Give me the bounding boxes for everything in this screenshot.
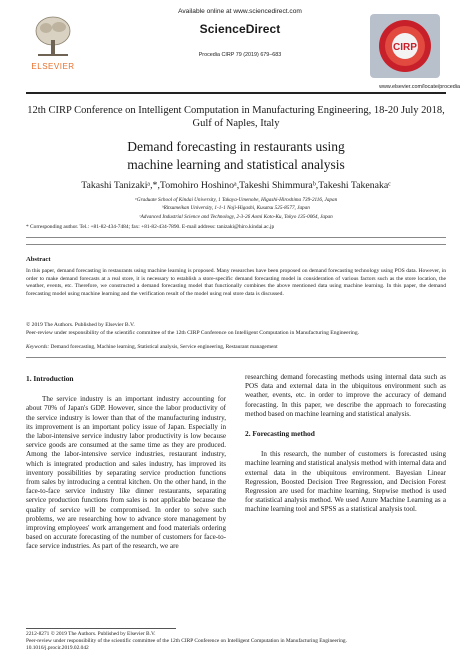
cirp-globe-icon (364, 12, 446, 80)
affiliation-line: ᶜAdvanced Industrial Science and Technology, 2-3-26 Aomi Koto-Ku, Tokyo 135-0064, Japan (139, 213, 333, 220)
footer-peer-review-line: Peer-review under responsibility of the scientific committee of the 12th CIRP Conference on Intelligent Computation in Manufacturing Engineering. (26, 638, 347, 645)
forecasting-method-paragraph: In this research, the number of customers is forecasted using machine learning and statistical analysis method with internal data and external data in the ubiquitous environment. Bayesian Linear Regression, Boosted Decision Tree Regression, and Decision Forest Regression are used for machine learning, Stepwise method is used for statistical analysis method. We used Azure Machine Learning as a machine learning tool and SPSS as a statistical analysis tool. (245, 450, 446, 514)
introduction-paragraph: The service industry is an important industry accounting for about 70% of Japan's GDP. However, since the labor productivity of the service industry is lower than that of the manufacturing industry, its improvement is an important policy issue of Japan. Especially in the labor-intensive service industry labor productivity is low because service goods are consumed at the same time as they are produced. Among the labor-intensive service industries, restaurant industry, which is integrated production and sales industry, has improved its inventory possibilities by separating service production functions from sales by introducing a central kitchen. On the other hand, in the face-to-face service industry like dinner restaurants, separating service production functions from sales is not applicable because the quality of service will be compromised. In order to solve such problems, we are researching how to advance store management by improving employees' work arrangement and food materials ordering based on accurate forecasting of the number of customers for face-to-face service industries. As part of the research, we are (26, 395, 226, 551)
conference-title-line: Gulf of Naples, Italy (192, 118, 280, 129)
elsevier-tree-icon (32, 14, 74, 60)
abstract-heading: Abstract (26, 256, 51, 263)
author-list: Takashi Tanizakiᵃ,*,Tomohiro Hoshinoᵃ,Takeshi Shimmuraᵇ,Takeshi Takenakaᶜ (81, 180, 391, 191)
cirp-logo (364, 12, 446, 80)
affiliations (26, 196, 446, 221)
cirp-logo-text: CIRP (393, 42, 417, 53)
publisher-wordmark: ELSEVIER (31, 62, 75, 71)
section-heading-forecasting-method: 2. Forecasting method (245, 429, 315, 439)
paper-title-line: machine learning and statistical analysis (127, 157, 345, 172)
header-divider (26, 92, 446, 94)
available-online-text: Available online at www.sciencedirect.com (178, 8, 302, 15)
paper-title (26, 138, 446, 174)
abstract-copyright (26, 322, 446, 337)
sciencedirect-logo: ScienceDirect (199, 22, 281, 36)
divider (26, 244, 446, 245)
journal-url[interactable]: www.elsevier.com/locate/procedia (379, 84, 460, 90)
keywords-list: Demand forecasting, Machine learning, Statistical analysis, Service engineering, Restaurant management (49, 344, 278, 350)
journal-reference: Procedia CIRP 79 (2019) 679–683 (198, 52, 282, 58)
introduction-continuation: researching demand forecasting methods using internal data such as POS data and external data in the ubiquitous environment such as weather, events, etc. in order to improve the accuracy of demand forecasting. In this paper, we describe the approach to forecasting method based on machine learning and statistical analysis. (245, 373, 446, 418)
keywords (26, 344, 446, 350)
footer-issn-line: 2212-8271 © 2019 The Authors. Published by Elsevier B.V. (26, 631, 156, 637)
corresponding-author-note: * Corresponding author. Tel.: +81-82-434-7484; fax: +81-82-434-7890. E-mail address: tanizaki@hiro.kindai.ac.jp (26, 224, 275, 230)
divider (26, 237, 446, 238)
conference-title (26, 104, 446, 130)
footer-divider (26, 628, 176, 629)
conference-title-line: 12th CIRP Conference on Intelligent Computation in Manufacturing Engineering, 18-20 July 2018, (27, 105, 445, 116)
left-column (26, 372, 226, 562)
footer (26, 631, 446, 653)
keywords-label: Keywords: (26, 344, 50, 350)
right-column (245, 373, 446, 525)
divider (26, 357, 446, 358)
copyright-line: © 2019 The Authors. Published by Elsevier B.V. (26, 322, 135, 328)
affiliation-line: ᵇRitsumeikan University, 1-1-1 Noji-Higashi, Kusatsu 525-8577, Japan (162, 205, 310, 212)
section-heading-introduction: 1. Introduction (26, 374, 74, 383)
affiliation-line: ᵃGraduate School of Kindai University, 1 Takaya-Umenobe, Higashi-Hiroshima 739-2116, Japan (134, 197, 338, 203)
footer-doi[interactable]: 10.1016/j.procir.2019.02.042 (26, 645, 89, 652)
peer-review-line: Peer-review under responsibility of the scientific committee of the 12th CIRP Conference on Intelligent Computation in Manufacturing Engineering. (26, 329, 360, 336)
elsevier-logo (26, 14, 80, 76)
abstract-body: In this paper, demand forecasting in restaurants using machine learning is proposed. Many researches have been proposed on demand forecasting technology using POS data. However, in order to make demand forecasts at a real store, it is necessary to establish a store-specific demand forecasting model in consideration of various factors such as the store location, the weather, events, etc. Therefore, we constructed a demand forecasting model that functionally combines the above mentioned data using machine learning. In this paper, the demand forecasting model using machine learning and the verification result of the model using real store data is discussed. (26, 268, 446, 297)
paper-title-line: Demand forecasting in restaurants using (127, 139, 345, 154)
